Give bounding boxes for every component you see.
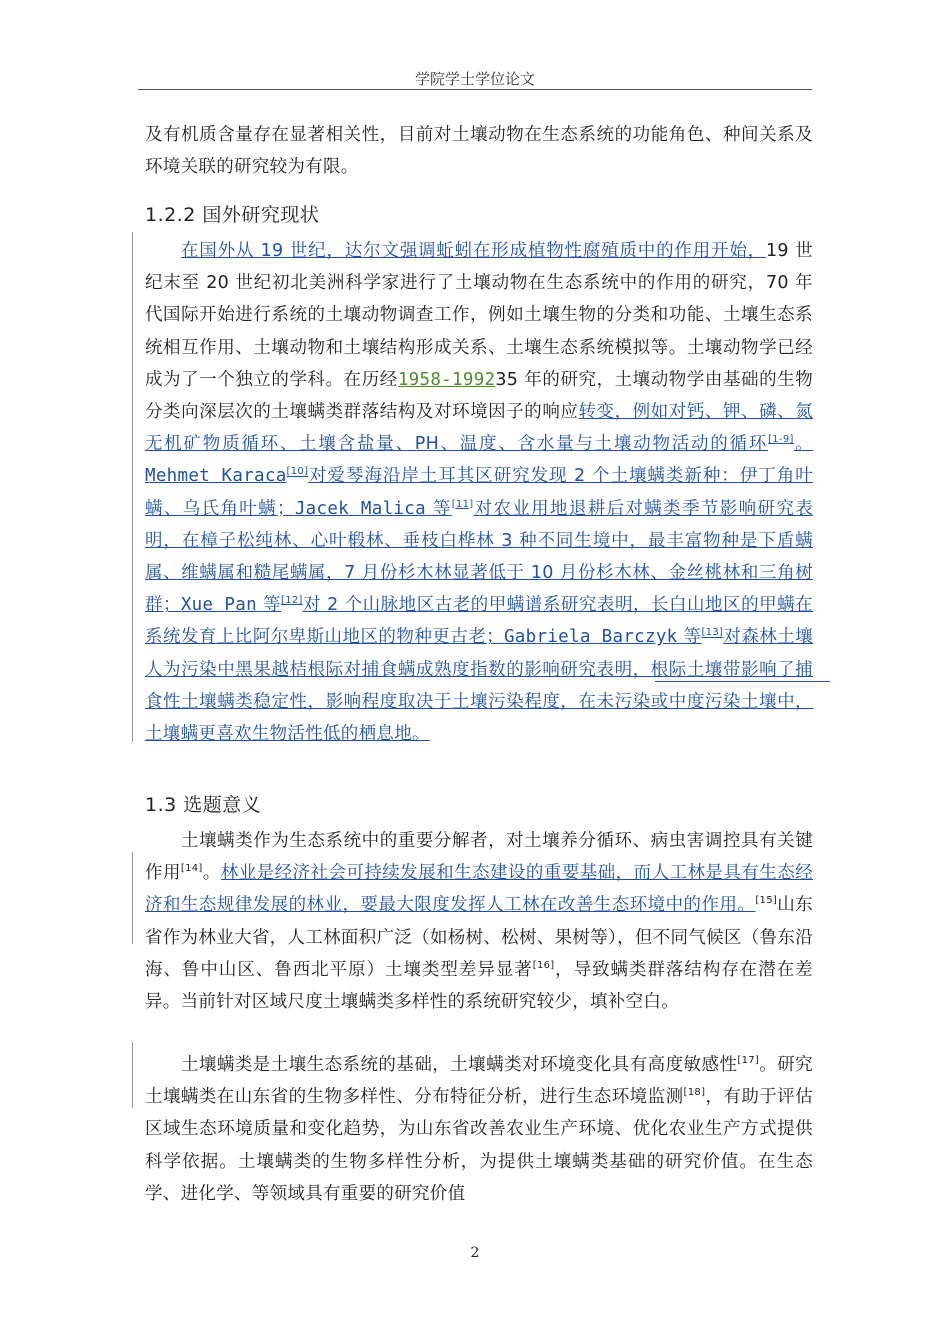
body-text: 。研究土壤螨类在山东省的生物多样性、分布特征分析，进行生态环境监测 bbox=[145, 1055, 813, 1108]
body-text: 土壤螨类是土壤生态系统的基础，土壤螨类对环境变化具有高度敏感性 bbox=[181, 1055, 738, 1075]
tracked-text[interactable]: 在国外从 19 世纪，达尔文强调蚯蚓在形成植物性腐殖质中的作用开始， bbox=[181, 241, 766, 261]
body-text: ，有助于评估区域生态环境质量和变化趋势，为山东省改善农业生产环境、优化农业生产方式提供科学依据。土壤螨类的生物多样性分析，为提供土壤螨类基础的研究价值。在生态学、进化学、等领域具有重要的研究价值 bbox=[145, 1087, 813, 1204]
significance-paragraph-1 bbox=[145, 825, 813, 1018]
tracked-text[interactable]: 转变，例如对钙、钾、磷、氮无机矿物质循环、土壤含盐量、PH、温度、含水量与土壤动物活动的循环 bbox=[145, 402, 813, 455]
citation-15: [15] bbox=[755, 895, 778, 907]
author-mehmet-karaca[interactable]: Mehmet Karaca bbox=[145, 466, 287, 487]
citation-16: [16] bbox=[532, 959, 555, 971]
page-number: 2 bbox=[470, 1245, 480, 1261]
body-text: 。 bbox=[202, 863, 221, 884]
body-text: ，导致螨类群落结构存在潜在差异。当前针对区域尺度土壤螨类多样性的系统研究较少，填补空白。 bbox=[145, 959, 813, 1013]
tracked-text[interactable]: 等 bbox=[256, 595, 282, 616]
citation-10[interactable]: [10] bbox=[286, 466, 309, 478]
tracked-text[interactable]: 对森林土壤人为污染中黑果越桔根际对捕食螨成熟度指数的影响研究表明，根际土壤带影响了捕食性土壤螨类稳定性，影响程度取决于土壤污染程度，在未污染或中度污染土壤中，土壤螨更喜欢生物活性低的栖息地。 bbox=[145, 627, 813, 745]
revision-bar bbox=[132, 852, 133, 944]
body-text: 山东省作为林业大省，人工林面积广泛（如杨树、松树、果树等），但不同气候区（鲁东沿海、鲁中山区、鲁西北平原）土壤类型差异显著 bbox=[145, 895, 813, 980]
year-range-link[interactable]: 1958-1992 bbox=[397, 369, 496, 390]
running-header: 学院学士学位论文 bbox=[414, 70, 535, 88]
header-rule bbox=[138, 89, 812, 90]
citation-1-9[interactable]: [1-9] bbox=[768, 434, 794, 446]
author-gabriela-barczyk[interactable]: Gabriela Barczyk bbox=[503, 627, 678, 648]
tracked-text[interactable]: 对爱琴海沿岸土耳其区研究发现 2 个土壤螨类新种：伊丁角叶螨、乌氏角叶螨； bbox=[145, 466, 813, 519]
tracked-underline-tail bbox=[655, 681, 830, 682]
revision-bar bbox=[132, 1042, 133, 1108]
tracked-text[interactable]: 。 bbox=[793, 434, 814, 455]
body-text: 19 世纪末至 20 世纪初北美洲科学家进行了土壤动物在生态系统中的作用的研究，70 年代国际开始进行系统的土壤动物调查工作，例如土壤生物的分类和功能、土壤生态系统相互作用、土壤动物和土壤结构形成关系、土壤生态系统模拟等。土壤动物学已经成为了一个独立的学科。在历经 bbox=[145, 241, 814, 390]
tracked-text[interactable]: 等 bbox=[425, 498, 452, 519]
revision-bar bbox=[132, 232, 133, 742]
author-xue-pan[interactable]: Xue Pan bbox=[180, 595, 257, 616]
citation-12[interactable]: [12] bbox=[281, 595, 303, 607]
foreign-research-paragraph bbox=[145, 235, 813, 750]
tracked-text[interactable]: 对农业用地退耕后对螨类季节影响研究表明，在樟子松纯林、心叶椴林、垂枝白桦林 3 种不同生境中，最丰富物种是下盾螨属、维螨属和糙尾螨属，7 月份杉木林显著低于 10 月份杉木林、金丝桃林和三角树群； bbox=[145, 498, 813, 616]
tracked-text[interactable]: 等 bbox=[677, 627, 702, 648]
section-heading-1-2-2: 1.2.2 国外研究现状 bbox=[145, 204, 320, 226]
significance-paragraph-2 bbox=[145, 1049, 813, 1210]
section-heading-1-3: 1.3 选题意义 bbox=[145, 794, 262, 816]
tracked-text[interactable]: 林业是经济社会可持续发展和生态建设的重要基础，而人工林是具有生态经济和生态规律发展的林业，要最大限度发挥人工林在改善生态环境中的作用。 bbox=[145, 863, 813, 916]
citation-11[interactable]: [11] bbox=[451, 498, 474, 510]
citation-13[interactable]: [13] bbox=[701, 627, 724, 639]
author-jacek-malica[interactable]: Jacek Malica bbox=[294, 498, 426, 519]
body-text: 土壤螨类作为生态系统中的重要分解者，对土壤养分循环、病虫害调控具有关键作用 bbox=[145, 831, 813, 884]
tracked-text[interactable]: 对 2 个山脉地区古老的甲螨谱系研究表明，长白山地区的甲螨在系统发育上比阿尔卑斯山地区的物种更古老； bbox=[145, 595, 813, 648]
intro-paragraph: 及有机质含量存在显著相关性，目前对土壤动物在生态系统的功能角色、种间关系及环境关联的研究较为有限。 bbox=[145, 125, 813, 178]
citation-18: [18] bbox=[683, 1087, 706, 1099]
body-text: 35 年的研究，土壤动物学由基础的生物分类向深层次的土壤螨类群落结构及对环境因子的响应 bbox=[145, 369, 813, 423]
citation-17: [17] bbox=[737, 1055, 760, 1067]
citation-14: [14] bbox=[180, 863, 203, 875]
